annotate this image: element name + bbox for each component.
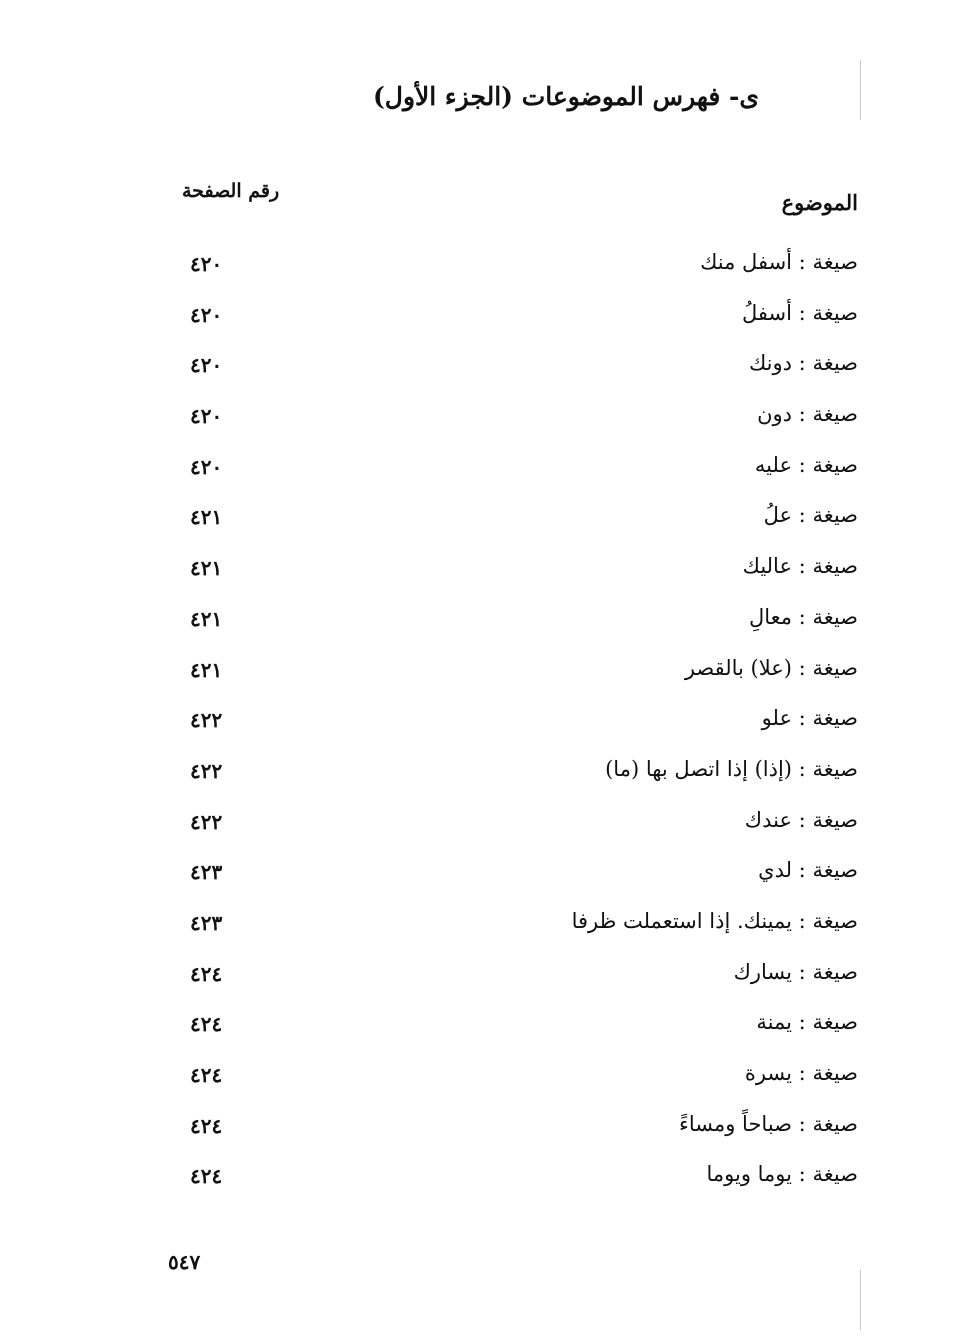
entry-text: عاليك [742, 554, 792, 579]
entry-topic [742, 301, 858, 325]
entry-topic [764, 503, 858, 527]
entry-separator: : [792, 858, 813, 883]
entry-separator: : [792, 807, 813, 832]
entry-separator: : [792, 351, 813, 376]
entry-label: صيغة [812, 1111, 858, 1136]
entry-label: صيغة [812, 452, 858, 477]
index-entry [0, 956, 955, 1007]
entry-separator: : [792, 402, 813, 427]
index-entry [0, 297, 955, 348]
index-entry [0, 499, 955, 550]
entry-topic [734, 960, 858, 984]
index-entry [0, 1057, 955, 1108]
entry-separator: : [792, 503, 813, 528]
index-entry [0, 398, 955, 449]
entry-text: دونك [748, 351, 792, 376]
page-number: ٥٤٧ [168, 1250, 201, 1274]
entry-page-number: ٤٢٠ [190, 404, 223, 429]
entry-label: صيغة [812, 250, 858, 274]
entry-text: أسفلُ [742, 300, 792, 325]
entry-label: صيغة [812, 959, 858, 984]
entry-page-number: ٤٢٠ [190, 454, 223, 479]
index-entry [0, 804, 955, 855]
entry-label: صيغة [812, 908, 858, 933]
index-entry [0, 702, 955, 753]
entry-page-number: ٤٢٠ [190, 252, 223, 276]
index-entry [0, 753, 955, 804]
entry-page-number: ٤٢٣ [190, 910, 223, 935]
entry-text: أسفل منك [700, 250, 792, 274]
entry-text: عندك [744, 807, 792, 832]
entry-text: (علا) بالقصر [684, 655, 792, 680]
entry-text: علو [761, 706, 792, 731]
entry-separator: : [792, 1162, 813, 1187]
entry-text: يمنة [756, 1010, 792, 1035]
entry-label: صيغة [812, 858, 858, 883]
entry-topic [756, 1010, 858, 1034]
entry-topic [749, 605, 858, 629]
entry-separator: : [792, 300, 813, 325]
entry-text: دون [757, 402, 792, 427]
entry-page-number: ٤٢١ [190, 556, 223, 581]
page-column-header: رقم الصفحة [182, 180, 280, 202]
entry-page-number: ٤٢٤ [190, 1113, 223, 1138]
entry-page-number: ٤٢٢ [190, 809, 223, 834]
index-entry [0, 1108, 955, 1159]
entry-text: صباحاً ومساءً [678, 1111, 792, 1136]
index-entry [0, 854, 955, 905]
entry-topic [743, 554, 858, 578]
entry-page-number: ٤٢٢ [190, 708, 223, 733]
entry-label: صيغة [812, 554, 858, 579]
index-entry [0, 449, 955, 500]
index-entry [0, 1006, 955, 1057]
entry-page-number: ٤٢١ [190, 505, 223, 530]
entry-text: عليه [754, 452, 792, 477]
entry-label: صيغة [812, 1010, 858, 1035]
entry-label: صيغة [812, 300, 858, 325]
entry-text: لدي [758, 858, 792, 883]
entry-page-number: ٤٢٤ [190, 961, 223, 986]
entry-label: صيغة [812, 604, 858, 629]
entry-topic [700, 250, 858, 274]
entry-separator: : [792, 604, 813, 629]
entry-label: صيغة [812, 655, 858, 680]
entry-page-number: ٤٢٤ [190, 1012, 223, 1037]
index-entry [0, 550, 955, 601]
entry-topic [707, 1162, 859, 1186]
entry-page-number: ٤٢١ [190, 657, 223, 682]
entry-page-number: ٤٢٣ [190, 860, 223, 885]
entry-text: معالِ [748, 604, 792, 629]
index-entry-list [0, 246, 955, 1209]
entry-topic [685, 656, 858, 680]
entry-topic [745, 1061, 858, 1085]
entry-page-number: ٤٢٢ [190, 758, 223, 783]
entry-text: يسارك [733, 959, 792, 984]
entry-separator: : [792, 554, 813, 579]
entry-label: صيغة [812, 503, 858, 528]
page-title: ى- فهرس الموضوعات (الجزء الأول) [372, 82, 759, 111]
entry-topic [755, 453, 858, 477]
entry-topic [572, 909, 858, 933]
entry-separator: : [792, 959, 813, 984]
entry-text: يوما ويوما [706, 1162, 792, 1187]
entry-topic [749, 351, 858, 375]
entry-topic [758, 858, 858, 882]
index-entry [0, 905, 955, 956]
entry-label: صيغة [812, 706, 858, 731]
entry-separator: : [792, 452, 813, 477]
entry-topic [679, 1112, 858, 1136]
entry-page-number: ٤٢٤ [190, 1063, 223, 1087]
entry-text: (إذا) إذا اتصل بها (ما) [605, 756, 792, 781]
index-entry [0, 246, 955, 297]
entry-topic [745, 808, 858, 832]
entry-page-number: ٤٢٠ [190, 353, 223, 378]
entry-separator: : [792, 756, 813, 781]
entry-label: صيغة [812, 402, 858, 427]
index-entry [0, 601, 955, 652]
entry-text: علُ [763, 503, 792, 528]
index-entry [0, 652, 955, 703]
entry-text: يسرة [744, 1061, 792, 1085]
topic-column-header: الموضوع [781, 190, 858, 215]
entry-page-number: ٤٢٠ [190, 302, 223, 327]
entry-label: صيغة [812, 351, 858, 376]
entry-separator: : [792, 1111, 813, 1136]
entry-label: صيغة [812, 807, 858, 832]
index-entry [0, 1158, 955, 1209]
entry-text: يمينك. إذا استعملت ظرفا [571, 908, 792, 933]
entry-separator: : [792, 1061, 813, 1085]
entry-topic [757, 402, 858, 426]
entry-separator: : [792, 908, 813, 933]
index-entry [0, 347, 955, 398]
entry-separator: : [792, 655, 813, 680]
entry-label: صيغة [812, 1162, 858, 1187]
entry-separator: : [792, 1010, 813, 1035]
entry-label: صيغة [812, 1061, 858, 1085]
entry-label: صيغة [812, 756, 858, 781]
entry-separator: : [792, 706, 813, 731]
scan-edge-line [860, 1270, 861, 1330]
entry-topic [762, 706, 858, 730]
entry-separator: : [792, 250, 813, 274]
scan-edge-line [860, 60, 861, 120]
entry-page-number: ٤٢٤ [190, 1164, 223, 1189]
entry-page-number: ٤٢١ [190, 606, 223, 631]
entry-topic [605, 757, 858, 781]
